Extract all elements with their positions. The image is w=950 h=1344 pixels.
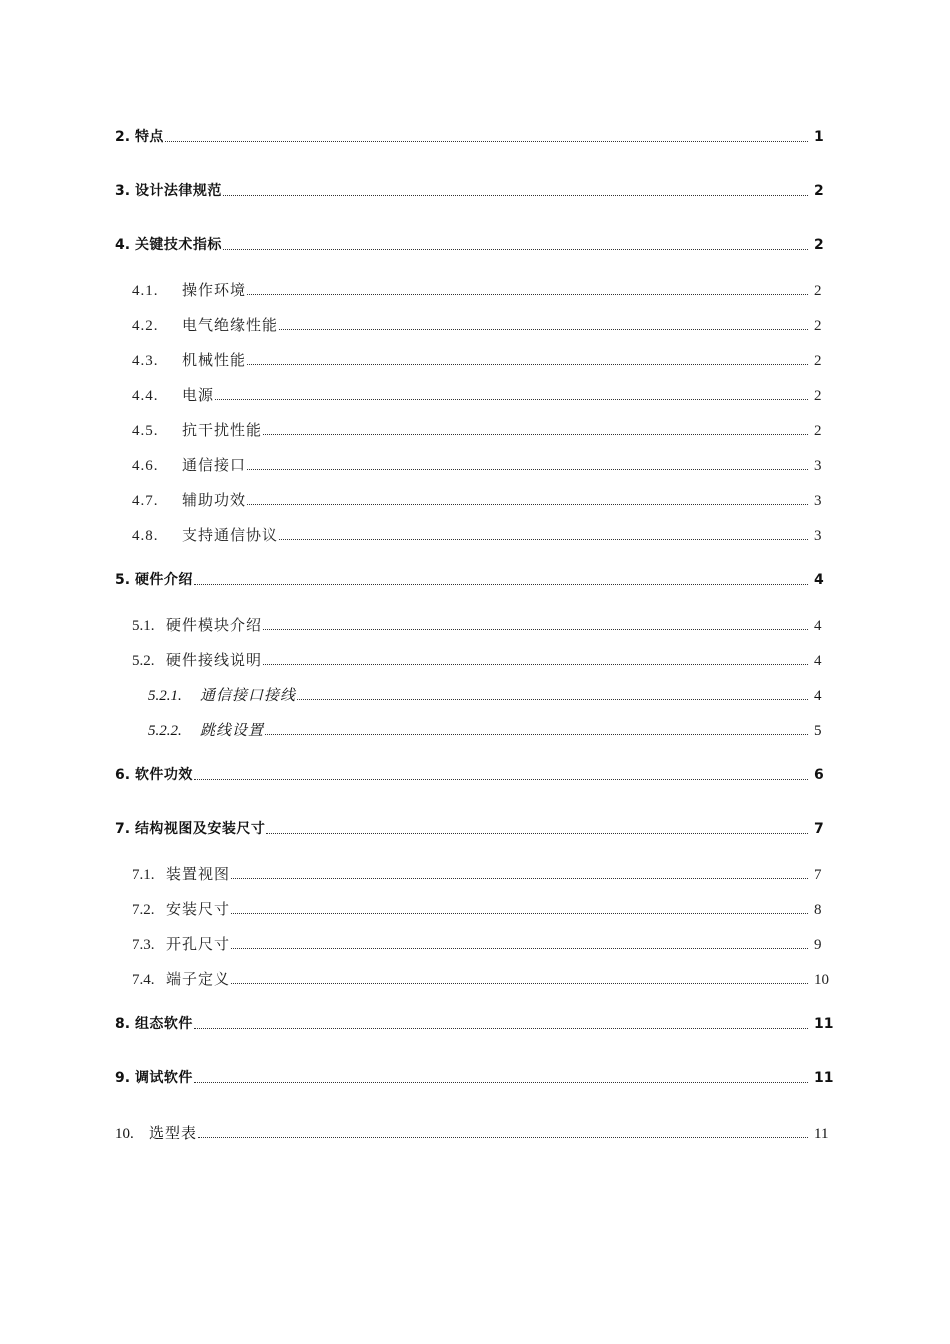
dot-leader <box>279 539 808 540</box>
toc-entry-9[interactable] <box>115 1067 840 1089</box>
toc-number: 10. <box>115 1126 134 1142</box>
toc-title: 跳线设置 <box>200 723 265 739</box>
toc-page: 2 <box>814 183 824 199</box>
toc-number: 4.8. <box>132 528 159 544</box>
toc-title: 选型表 <box>149 1126 198 1142</box>
toc-page: 2 <box>814 237 824 253</box>
dot-leader <box>223 249 808 250</box>
toc-title: 装置视图 <box>166 867 231 883</box>
dot-leader <box>231 983 808 984</box>
toc-entry-4-5[interactable] <box>132 419 840 441</box>
toc-entry-4-4[interactable] <box>132 384 840 406</box>
toc-entry-4-1[interactable] <box>132 279 840 301</box>
toc-page: 9 <box>814 937 822 953</box>
toc-title: 关键技术指标 <box>134 237 222 253</box>
dot-leader <box>165 141 808 142</box>
toc-title: 软件功效 <box>134 767 193 783</box>
toc-number: 4.2. <box>132 318 159 334</box>
toc-page: 2 <box>814 318 822 334</box>
toc-title: 机械性能 <box>182 353 247 369</box>
toc-number: 4. <box>115 237 135 253</box>
toc-title: 调试软件 <box>134 1070 193 1086</box>
dot-leader <box>198 1137 808 1138</box>
toc-number: 7.4. <box>132 972 155 988</box>
toc-page: 4 <box>814 572 824 588</box>
dot-leader <box>265 734 808 735</box>
dot-leader <box>263 629 808 630</box>
dot-leader <box>247 364 808 365</box>
toc-page: 4 <box>814 653 822 669</box>
dot-leader <box>231 913 808 914</box>
toc-title: 硬件接线说明 <box>166 653 263 669</box>
toc-title: 辅助功效 <box>182 493 247 509</box>
dot-leader <box>263 664 808 665</box>
dot-leader <box>194 584 808 585</box>
dot-leader <box>247 294 808 295</box>
toc-number: 2. <box>115 129 135 145</box>
toc-title: 组态软件 <box>134 1016 193 1032</box>
toc-number: 5.2.1. <box>148 688 182 704</box>
toc-entry-2[interactable] <box>115 126 840 148</box>
toc-number: 5. <box>115 572 135 588</box>
toc-number: 4.1. <box>132 283 159 299</box>
toc-page: 8 <box>814 902 822 918</box>
toc-title: 抗干扰性能 <box>182 423 263 439</box>
toc-page: 6 <box>814 767 824 783</box>
toc-page: 4 <box>814 688 822 704</box>
toc-entry-5-2-2[interactable] <box>148 719 840 741</box>
toc-number: 7. <box>115 821 135 837</box>
toc-entry-4-3[interactable] <box>132 349 840 371</box>
toc-page: 4 <box>814 618 822 634</box>
toc-entry-7-3[interactable] <box>132 933 840 955</box>
toc-page: 2 <box>814 353 822 369</box>
toc-number: 4.5. <box>132 423 159 439</box>
dot-leader <box>247 504 808 505</box>
toc-number: 3. <box>115 183 135 199</box>
toc-title: 安装尺寸 <box>166 902 231 918</box>
toc-page: 1 <box>814 129 824 145</box>
dot-leader <box>194 1082 808 1083</box>
toc-page: 7 <box>814 867 822 883</box>
toc-number: 5.1. <box>132 618 155 634</box>
toc-page: 3 <box>814 493 822 509</box>
dot-leader <box>231 878 808 879</box>
dot-leader <box>297 699 808 700</box>
toc-entry-5[interactable] <box>115 569 840 591</box>
toc-page: 3 <box>814 458 822 474</box>
toc-number: 4.4. <box>132 388 159 404</box>
toc-entry-4-2[interactable] <box>132 314 840 336</box>
toc-page: 2 <box>814 388 822 404</box>
dot-leader <box>194 779 808 780</box>
toc-page: 7 <box>814 821 824 837</box>
toc-entry-5-2-1[interactable] <box>148 684 840 706</box>
toc-title: 通信接口 <box>182 458 247 474</box>
toc-page: 11 <box>814 1070 834 1086</box>
toc-page: 2 <box>814 423 822 439</box>
dot-leader <box>266 833 808 834</box>
dot-leader <box>231 948 808 949</box>
toc-entry-4[interactable] <box>115 234 840 256</box>
dot-leader <box>194 1028 808 1029</box>
toc-entry-7-4[interactable] <box>132 968 840 990</box>
toc-entry-7-2[interactable] <box>132 898 840 920</box>
toc-entry-5-1[interactable] <box>132 614 840 636</box>
toc-title: 电气绝缘性能 <box>182 318 279 334</box>
toc-page: 2 <box>814 283 822 299</box>
toc-number: 5.2. <box>132 653 155 669</box>
toc-title: 电源 <box>182 388 215 404</box>
toc-number: 4.7. <box>132 493 159 509</box>
toc-number: 6. <box>115 767 135 783</box>
toc-title: 硬件介绍 <box>134 572 193 588</box>
toc-page: 10 <box>814 972 829 988</box>
toc-title: 开孔尺寸 <box>166 937 231 953</box>
toc-entry-5-2[interactable] <box>132 649 840 671</box>
toc-page: 3 <box>814 528 822 544</box>
toc-entry-4-8[interactable] <box>132 524 840 546</box>
toc-entry-6[interactable] <box>115 764 840 786</box>
toc-title: 硬件模块介绍 <box>166 618 263 634</box>
toc-entry-4-6[interactable] <box>132 454 840 476</box>
toc-number: 9. <box>115 1070 135 1086</box>
toc-number: 7.2. <box>132 902 155 918</box>
dot-leader <box>263 434 808 435</box>
toc-number: 5.2.2. <box>148 723 182 739</box>
toc-title: 结构视图及安装尺寸 <box>134 821 266 837</box>
toc-title: 支持通信协议 <box>182 528 279 544</box>
toc-entry-8[interactable] <box>115 1013 840 1035</box>
toc-title: 操作环境 <box>182 283 247 299</box>
toc-title: 通信接口接线 <box>200 688 297 704</box>
toc-entry-7[interactable] <box>115 818 840 840</box>
toc-page: 5 <box>814 723 822 739</box>
toc-number: 4.6. <box>132 458 159 474</box>
dot-leader <box>247 469 808 470</box>
toc-entry-10[interactable] <box>115 1122 840 1144</box>
toc-entry-4-7[interactable] <box>132 489 840 511</box>
toc-number: 7.3. <box>132 937 155 953</box>
toc-title: 端子定义 <box>166 972 231 988</box>
toc-entry-7-1[interactable] <box>132 863 840 885</box>
dot-leader <box>279 329 808 330</box>
dot-leader <box>215 399 808 400</box>
dot-leader <box>223 195 808 196</box>
toc-number: 8. <box>115 1016 135 1032</box>
toc-title: 特点 <box>134 129 164 145</box>
toc-entry-3[interactable] <box>115 180 840 202</box>
toc-title: 设计法律规范 <box>134 183 222 199</box>
toc-page: 11 <box>814 1126 829 1142</box>
toc-page: 11 <box>814 1016 834 1032</box>
toc-number: 7.1. <box>132 867 155 883</box>
toc-number: 4.3. <box>132 353 159 369</box>
